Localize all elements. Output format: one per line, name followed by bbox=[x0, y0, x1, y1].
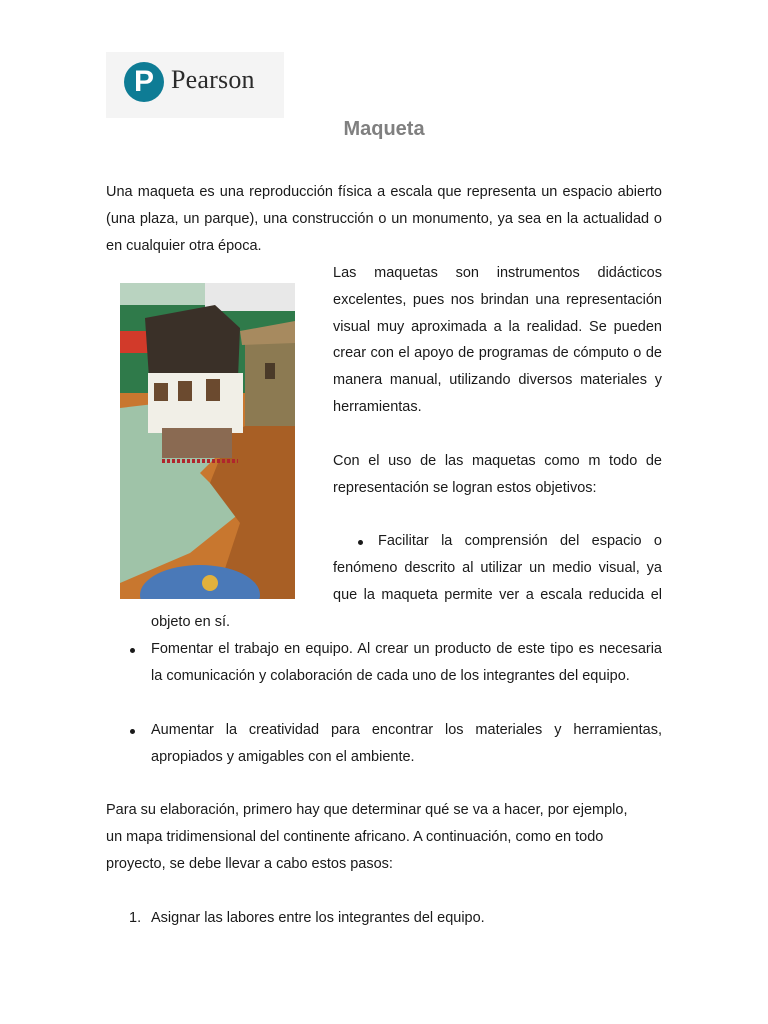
step-text: Asignar las labores entre los integrantes del equipo. bbox=[151, 910, 485, 926]
elaboration-line-3: proyecto, se debe llevar a cabo estos pasos: bbox=[106, 856, 393, 872]
side-paragraph-2: Con el uso de las maquetas como m todo de representación se logran estos objetivos: bbox=[333, 453, 662, 496]
bullet-1-line-4: objeto en sí. bbox=[151, 614, 230, 630]
maqueta-photo bbox=[120, 283, 295, 599]
pearson-logo-mark: P bbox=[124, 62, 164, 102]
elaboration-line-2: un mapa tridimensional del continente africano. A continuación, como en todo bbox=[106, 829, 604, 845]
step-number: 1. bbox=[129, 910, 142, 926]
bullet-dot bbox=[130, 729, 135, 734]
bullet-3-text: Aumentar la creatividad para encontrar los materiales y herramientas, apropiados y amigables con el ambiente. bbox=[151, 722, 662, 765]
pearson-logo bbox=[106, 52, 284, 118]
bullet-1-line-3: que la maqueta permite ver a escala reducida el bbox=[333, 587, 662, 603]
pearson-logo-word: Pearson bbox=[171, 65, 255, 94]
bullet-dot bbox=[358, 540, 363, 545]
bullet-1-line-2: fenómeno descrito al utilizar un medio visual, ya bbox=[333, 560, 662, 576]
page-title: Maqueta bbox=[343, 118, 425, 140]
elaboration-line-1: Para su elaboración, primero hay que determinar qué se va a hacer, por ejemplo, bbox=[106, 802, 628, 818]
side-paragraph-1: Las maquetas son instrumentos didácticos excelentes, pues nos brindan una representación visual muy aproximada a la realidad. Se pueden crear con el apoyo de programas de cómputo o de manera manual, utilizando diversos materiales y herramientas. bbox=[333, 265, 662, 415]
bullet-1-line-1: Facilitar la comprensión del espacio o bbox=[378, 533, 662, 549]
bullet-dot bbox=[130, 648, 135, 653]
bullet-2-text: Fomentar el trabajo en equipo. Al crear un producto de este tipo es necesaria la comunicación y colaboración de cada uno de los integrantes del equipo. bbox=[151, 641, 662, 684]
intro-paragraph: Una maqueta es una reproducción física a escala que representa un espacio abierto (una plaza, un parque), una construcción o un monumento, ya sea en la actualidad o en cualquier otra época. bbox=[106, 184, 662, 254]
